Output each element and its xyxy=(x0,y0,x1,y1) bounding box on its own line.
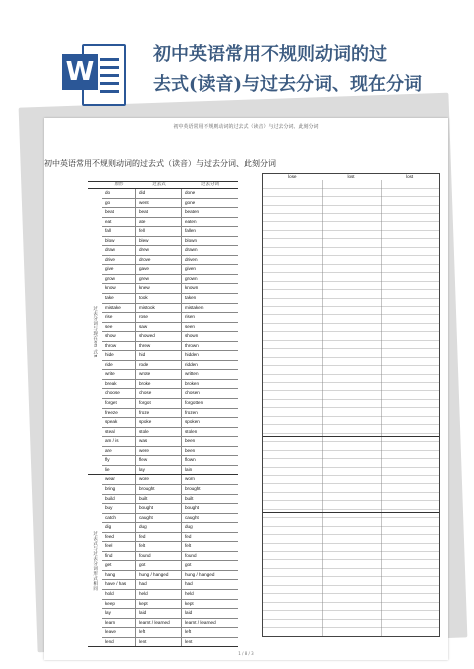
table-row xyxy=(102,284,238,294)
past-tense-cell: forgot xyxy=(136,399,182,408)
base-form-cell: beat xyxy=(102,208,136,217)
table-row xyxy=(102,533,238,543)
table-row xyxy=(102,504,238,514)
base-form-cell: have / has xyxy=(102,580,136,589)
banner-title-line-1: 初中英语常用不规则动词的过 xyxy=(153,44,387,65)
past-participle-cell: given xyxy=(185,266,196,272)
past-participle-cell: spoken xyxy=(185,419,200,425)
past-tense-cell: brought xyxy=(136,485,182,494)
table-section xyxy=(88,475,238,647)
past-tense-cell: rose xyxy=(136,313,182,322)
past-participle-cell: shown xyxy=(185,333,199,339)
table-row xyxy=(102,456,238,466)
past-participle-cell: lain xyxy=(185,466,193,472)
base-form-cell: hang xyxy=(102,571,136,580)
base-form-cell: do xyxy=(102,189,136,198)
table-row xyxy=(102,475,238,485)
past-participle-cell: been xyxy=(185,447,196,453)
base-form-cell: lie xyxy=(102,466,136,475)
base-form-cell: find xyxy=(102,552,136,561)
table-row xyxy=(102,256,238,266)
past-participle-cell: driven xyxy=(185,256,198,262)
past-participle-cell: felt xyxy=(185,543,192,549)
base-form-cell: feel xyxy=(102,542,136,551)
past-tense-cell: gave xyxy=(136,265,182,274)
base-form-cell: learn xyxy=(102,619,136,628)
table-row xyxy=(102,600,238,610)
past-participle-cell: learnt / learned xyxy=(185,619,216,625)
table-row xyxy=(102,342,238,352)
base-form-cell: show xyxy=(102,332,136,341)
past-tense-cell: wrote xyxy=(136,370,182,379)
past-tense-cell: laid xyxy=(136,609,182,618)
base-form-cell: eat xyxy=(102,218,136,227)
past-tense-cell: fed xyxy=(136,533,182,542)
base-form-cell: mistake xyxy=(102,304,136,313)
past-participle-cell: frozen xyxy=(185,409,198,415)
past-tense-cell: did xyxy=(136,189,182,198)
past-participle-cell: brought xyxy=(185,485,201,491)
table-row xyxy=(102,275,238,285)
base-form-cell: hold xyxy=(102,590,136,599)
past-participle-cell: laid xyxy=(185,610,193,616)
grid-header-2: lost xyxy=(347,174,355,179)
table-row xyxy=(102,237,238,247)
past-tense-cell: wore xyxy=(136,475,182,484)
base-form-cell: bring xyxy=(102,485,136,494)
past-tense-cell: hid xyxy=(136,351,182,360)
past-tense-cell: got xyxy=(136,561,182,570)
base-form-cell: build xyxy=(102,495,136,504)
table-row xyxy=(102,542,238,552)
word-badge: W xyxy=(62,54,98,90)
base-form-cell: throw xyxy=(102,342,136,351)
grid-body xyxy=(263,180,439,636)
table-row xyxy=(102,561,238,571)
grid-header-1: lose xyxy=(288,174,297,179)
table-row xyxy=(102,437,238,447)
base-form-cell: choose xyxy=(102,389,136,398)
past-participle-cell: mistaken xyxy=(185,304,204,310)
past-participle-cell: drawn xyxy=(185,247,198,253)
past-tense-cell: caught xyxy=(136,514,182,523)
table-row xyxy=(102,389,238,399)
table-row xyxy=(102,418,238,428)
table-row xyxy=(102,638,238,647)
past-participle-cell: kept xyxy=(185,600,194,606)
header-past-participle: 过去分词 xyxy=(201,182,219,187)
past-participle-cell: got xyxy=(185,562,192,568)
table-row xyxy=(102,571,238,581)
verb-table xyxy=(88,181,238,647)
section-label: 过去式与过去分词形式相同 xyxy=(92,530,98,591)
table-row xyxy=(102,294,238,304)
table-row xyxy=(102,199,238,209)
base-form-cell: draw xyxy=(102,246,136,255)
section-label: 过去分词与现在en 式n xyxy=(92,305,98,358)
grid-separator xyxy=(263,436,439,437)
past-participle-cell: hung / hanged xyxy=(185,571,215,577)
past-participle-cell: stolen xyxy=(185,428,198,434)
past-tense-cell: was xyxy=(136,437,182,446)
table-row xyxy=(102,609,238,619)
table-row xyxy=(102,495,238,505)
base-form-cell: dig xyxy=(102,523,136,532)
table-row xyxy=(102,265,238,275)
base-form-cell: lend xyxy=(102,638,136,647)
base-form-cell: take xyxy=(102,294,136,303)
past-tense-cell: froze xyxy=(136,409,182,418)
table-row xyxy=(102,189,238,199)
base-form-cell: blow xyxy=(102,237,136,246)
blank-grid xyxy=(262,173,440,637)
past-participle-cell: grown xyxy=(185,275,198,281)
past-participle-cell: forgotten xyxy=(185,400,204,406)
past-tense-cell: grew xyxy=(136,275,182,284)
table-row xyxy=(102,399,238,409)
table-row xyxy=(102,246,238,256)
base-form-cell: lay xyxy=(102,609,136,618)
past-participle-cell: flown xyxy=(185,457,196,463)
past-tense-cell: found xyxy=(136,552,182,561)
past-tense-cell: threw xyxy=(136,342,182,351)
table-section xyxy=(88,189,238,475)
past-tense-cell: left xyxy=(136,628,182,637)
past-tense-cell: mistook xyxy=(136,304,182,313)
table-row xyxy=(102,447,238,457)
header-base-form: 原形 xyxy=(114,182,124,187)
past-tense-cell: beat xyxy=(136,208,182,217)
base-form-cell: give xyxy=(102,265,136,274)
past-tense-cell: spoke xyxy=(136,418,182,427)
table-row xyxy=(102,628,238,638)
table-row xyxy=(102,361,238,371)
past-participle-cell: worn xyxy=(185,476,195,482)
table-row xyxy=(102,313,238,323)
past-participle-cell: beaten xyxy=(185,209,200,215)
past-tense-cell: held xyxy=(136,590,182,599)
table-row xyxy=(102,304,238,314)
page-header: 初中英语常用不规则动词的过去式（读音）与过去分词、此刻分词 xyxy=(173,124,319,130)
table-row xyxy=(102,590,238,600)
past-tense-cell: showed xyxy=(136,332,182,341)
past-tense-cell: drove xyxy=(136,256,182,265)
table-row xyxy=(102,523,238,533)
base-form-cell: leave xyxy=(102,628,136,637)
past-tense-cell: went xyxy=(136,199,182,208)
base-form-cell: break xyxy=(102,380,136,389)
past-participle-cell: bought xyxy=(185,505,200,511)
table-row xyxy=(102,370,238,380)
table-row xyxy=(102,323,238,333)
past-participle-cell: written xyxy=(185,371,199,377)
table-row xyxy=(102,552,238,562)
base-form-cell: are xyxy=(102,447,136,456)
base-form-cell: wear xyxy=(102,475,136,484)
base-form-cell: see xyxy=(102,323,136,332)
table-row xyxy=(102,380,238,390)
past-tense-cell: saw xyxy=(136,323,182,332)
past-tense-cell: stole xyxy=(136,428,182,437)
past-tense-cell: learnt / learned xyxy=(136,619,182,628)
base-form-cell: go xyxy=(102,199,136,208)
past-tense-cell: fell xyxy=(136,227,182,236)
table-row xyxy=(102,619,238,629)
past-participle-cell: dug xyxy=(185,524,193,530)
table-row xyxy=(102,428,238,438)
header-past-tense: 过去式 xyxy=(152,182,166,187)
past-tense-cell: rode xyxy=(136,361,182,370)
past-participle-cell: had xyxy=(185,581,193,587)
base-form-cell: get xyxy=(102,561,136,570)
past-participle-cell: risen xyxy=(185,314,195,320)
past-participle-cell: hidden xyxy=(185,352,199,358)
table-row xyxy=(102,351,238,361)
past-tense-cell: kept xyxy=(136,600,182,609)
table-row xyxy=(102,466,238,475)
table-row xyxy=(102,218,238,228)
table-row xyxy=(102,409,238,419)
base-form-cell: know xyxy=(102,284,136,293)
past-participle-cell: found xyxy=(185,552,197,558)
past-participle-cell: eaten xyxy=(185,218,197,224)
past-participle-cell: held xyxy=(185,590,194,596)
base-form-cell: feed xyxy=(102,533,136,542)
base-form-cell: fall xyxy=(102,227,136,236)
past-participle-cell: built xyxy=(185,495,194,501)
base-form-cell: grow xyxy=(102,275,136,284)
table-row xyxy=(102,580,238,590)
table-row xyxy=(102,485,238,495)
grid-header-3: lost xyxy=(406,174,414,179)
page-footer: 1 / 8 / 3 xyxy=(238,651,254,656)
past-tense-cell: blew xyxy=(136,237,182,246)
past-participle-cell: left xyxy=(185,629,192,635)
past-participle-cell: fallen xyxy=(185,228,196,234)
base-form-cell: catch xyxy=(102,514,136,523)
past-participle-cell: seen xyxy=(185,323,195,329)
past-participle-cell: ridden xyxy=(185,361,198,367)
past-participle-cell: chosen xyxy=(185,390,200,396)
base-form-cell: ride xyxy=(102,361,136,370)
banner-title xyxy=(153,40,453,100)
past-tense-cell: were xyxy=(136,447,182,456)
base-form-cell: steal xyxy=(102,428,136,437)
table-row xyxy=(102,332,238,342)
base-form-cell: keep xyxy=(102,600,136,609)
base-form-cell: hide xyxy=(102,351,136,360)
base-form-cell: fly xyxy=(102,456,136,465)
past-tense-cell: took xyxy=(136,294,182,303)
table-row xyxy=(102,208,238,218)
past-participle-cell: caught xyxy=(185,514,199,520)
past-tense-cell: felt xyxy=(136,542,182,551)
past-tense-cell: knew xyxy=(136,284,182,293)
table-row xyxy=(102,514,238,524)
past-participle-cell: known xyxy=(185,285,199,291)
past-tense-cell: dug xyxy=(136,523,182,532)
base-form-cell: am / is xyxy=(102,437,136,446)
past-tense-cell: lay xyxy=(136,466,182,475)
past-participle-cell: fed xyxy=(185,533,192,539)
past-tense-cell: ate xyxy=(136,218,182,227)
past-participle-cell: taken xyxy=(185,295,197,301)
page-title: 初中英语常用不规则动词的过去式（读音）与过去分词、此刻分词 xyxy=(44,159,276,168)
table-row xyxy=(102,227,238,237)
base-form-cell: forget xyxy=(102,399,136,408)
base-form-cell: write xyxy=(102,370,136,379)
past-tense-cell: drew xyxy=(136,246,182,255)
base-form-cell: drive xyxy=(102,256,136,265)
past-participle-cell: gone xyxy=(185,199,196,205)
document-page xyxy=(44,118,448,660)
table-header xyxy=(88,181,238,189)
grid-separator xyxy=(263,512,439,513)
past-tense-cell: chose xyxy=(136,389,182,398)
past-participle-cell: blown xyxy=(185,237,198,243)
past-participle-cell: been xyxy=(185,438,196,444)
base-form-cell: buy xyxy=(102,504,136,513)
past-participle-cell: lent xyxy=(185,638,193,644)
base-form-cell: freeze xyxy=(102,409,136,418)
past-participle-cell: thrown xyxy=(185,342,199,348)
base-form-cell: rise xyxy=(102,313,136,322)
past-tense-cell: lent xyxy=(136,638,182,647)
past-participle-cell: done xyxy=(185,190,196,195)
past-tense-cell: had xyxy=(136,580,182,589)
past-tense-cell: built xyxy=(136,495,182,504)
past-tense-cell: flew xyxy=(136,456,182,465)
past-tense-cell: hung / hanged xyxy=(136,571,182,580)
base-form-cell: speak xyxy=(102,418,136,427)
past-tense-cell: bought xyxy=(136,504,182,513)
word-doc-icon xyxy=(62,44,122,104)
banner-title-line-2: 去式(读音)与过去分词、现在分词 xyxy=(153,74,423,95)
past-participle-cell: broken xyxy=(185,380,200,386)
past-tense-cell: broke xyxy=(136,380,182,389)
